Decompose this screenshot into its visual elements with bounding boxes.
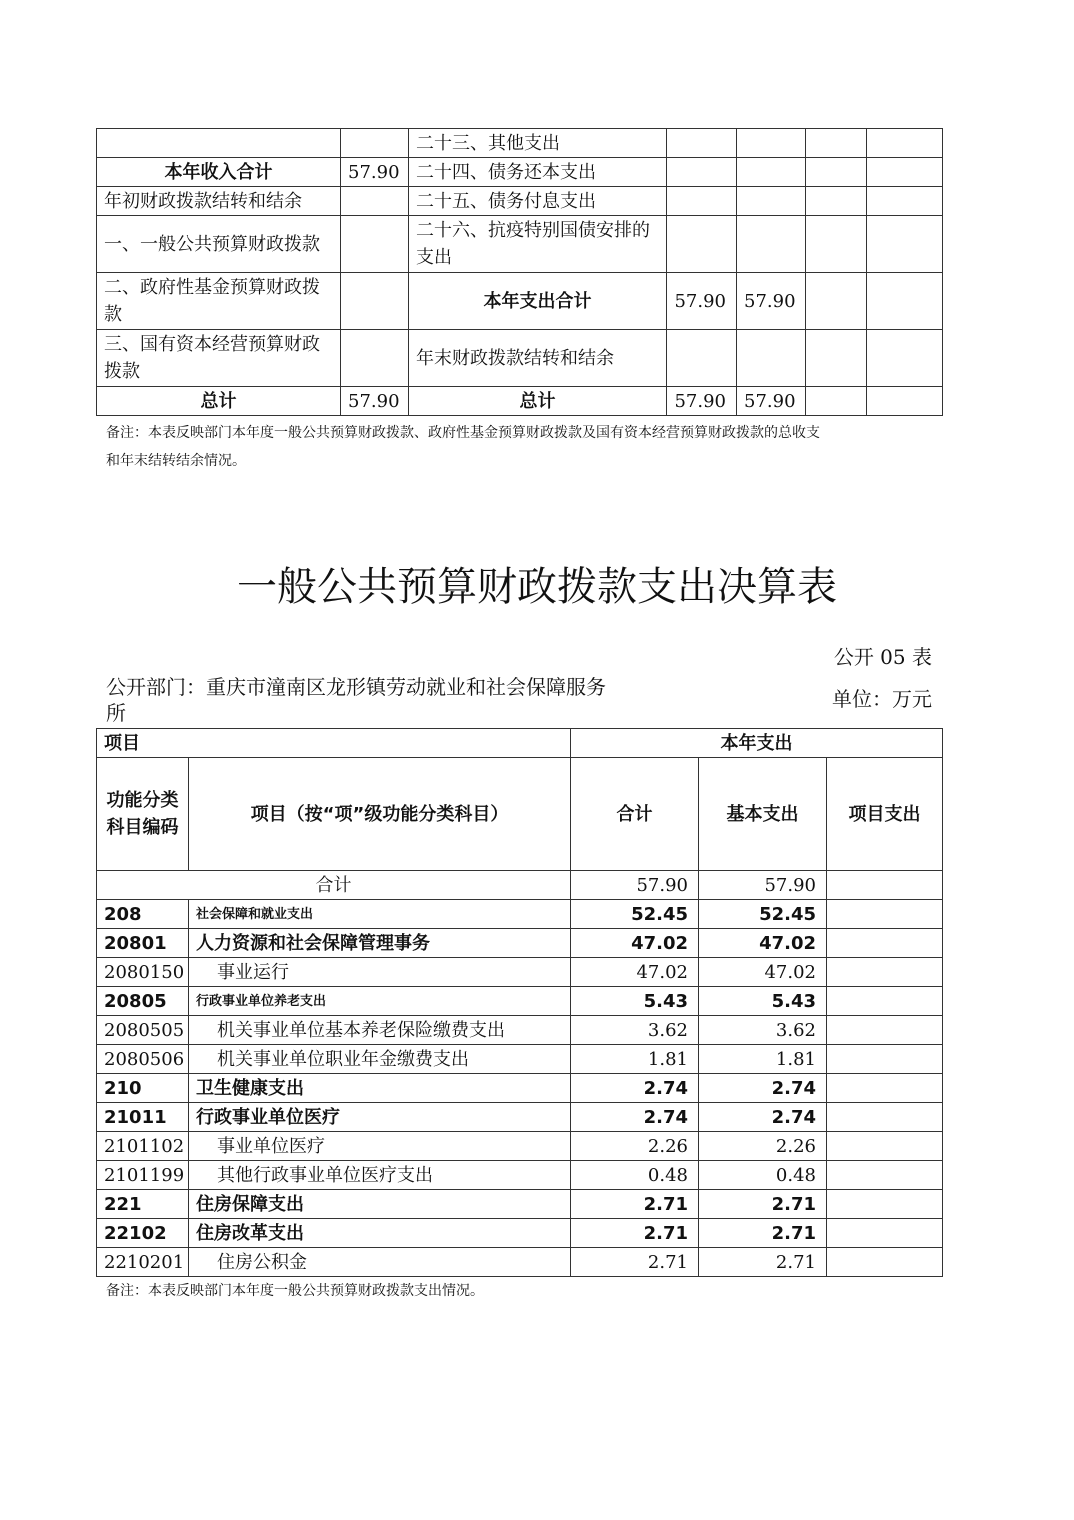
basic-cell: 1.81 xyxy=(699,1045,827,1074)
value-1: 57.90 xyxy=(667,273,737,330)
basic-cell: 2.26 xyxy=(699,1132,827,1161)
table-row xyxy=(97,1045,943,1074)
total-cell: 2.71 xyxy=(571,1190,699,1219)
left-value: 57.90 xyxy=(341,158,409,187)
expenditure-table xyxy=(96,728,943,1277)
code-cell: 21011 xyxy=(97,1103,189,1132)
name-cell: 人力资源和社会保障管理事务 xyxy=(189,929,571,958)
table-row xyxy=(97,216,943,273)
name-cell: 机关事业单位职业年金缴费支出 xyxy=(189,1045,571,1074)
project-value xyxy=(827,871,943,900)
department-line1: 公开部门：重庆市潼南区龙形镇劳动就业和社会保障服务 xyxy=(106,675,606,699)
right-label: 二十六、抗疫特别国债安排的支出 xyxy=(409,216,667,273)
total-cell: 47.02 xyxy=(571,958,699,987)
project-cell xyxy=(827,1219,943,1248)
value-3 xyxy=(806,273,867,330)
name-cell: 事业运行 xyxy=(189,958,571,987)
name-cell: 其他行政事业单位医疗支出 xyxy=(189,1161,571,1190)
basic-cell: 5.43 xyxy=(699,987,827,1016)
total-row xyxy=(97,871,943,900)
table-row xyxy=(97,1016,943,1045)
total-cell: 2.71 xyxy=(571,1248,699,1277)
value-4 xyxy=(867,387,943,416)
project-cell xyxy=(827,1016,943,1045)
value-3 xyxy=(806,387,867,416)
header-basic: 基本支出 xyxy=(699,758,827,871)
header-code: 功能分类科目编码 xyxy=(97,758,189,871)
left-value: 57.90 xyxy=(341,387,409,416)
code-cell: 20805 xyxy=(97,987,189,1016)
value-4 xyxy=(867,187,943,216)
table-row xyxy=(97,387,943,416)
total-cell: 2.71 xyxy=(571,1219,699,1248)
right-label: 二十三、其他支出 xyxy=(409,129,667,158)
code-cell: 2101199 xyxy=(97,1161,189,1190)
total-cell: 2.74 xyxy=(571,1103,699,1132)
code-cell: 2080150 xyxy=(97,958,189,987)
basic-cell: 0.48 xyxy=(699,1161,827,1190)
left-value xyxy=(341,330,409,387)
value-4 xyxy=(867,216,943,273)
project-cell xyxy=(827,1103,943,1132)
value-2: 57.90 xyxy=(737,273,806,330)
value-3 xyxy=(806,158,867,187)
table-row xyxy=(97,1248,943,1277)
basic-cell: 2.71 xyxy=(699,1219,827,1248)
table-row xyxy=(97,958,943,987)
header-total: 合计 xyxy=(571,758,699,871)
income-expenditure-summary-table xyxy=(96,128,943,416)
left-label: 二、政府性基金预算财政拨款 xyxy=(97,273,341,330)
header-item: 项目 xyxy=(97,729,571,758)
value-3 xyxy=(806,216,867,273)
basic-cell: 3.62 xyxy=(699,1016,827,1045)
table-row xyxy=(97,1103,943,1132)
table-row xyxy=(97,1161,943,1190)
table-row xyxy=(97,987,943,1016)
table-row xyxy=(97,1132,943,1161)
basic-cell: 2.71 xyxy=(699,1190,827,1219)
table2-note: 备注：本表反映部门本年度一般公共预算财政拨款支出情况。 xyxy=(106,1283,484,1299)
value-2 xyxy=(737,330,806,387)
value-3 xyxy=(806,330,867,387)
code-cell: 22102 xyxy=(97,1219,189,1248)
value-4 xyxy=(867,129,943,158)
left-label: 三、国有资本经营预算财政拨款 xyxy=(97,330,341,387)
value-1 xyxy=(667,187,737,216)
header-row xyxy=(97,758,943,871)
basic-value: 57.90 xyxy=(699,871,827,900)
unit-label: 单位：万元 xyxy=(832,687,932,711)
name-cell: 机关事业单位基本养老保险缴费支出 xyxy=(189,1016,571,1045)
name-cell: 事业单位医疗 xyxy=(189,1132,571,1161)
left-label xyxy=(97,129,341,158)
right-label: 年末财政拨款结转和结余 xyxy=(409,330,667,387)
left-label: 年初财政拨款结转和结余 xyxy=(97,187,341,216)
value-3 xyxy=(806,129,867,158)
project-cell xyxy=(827,1132,943,1161)
total-label: 合计 xyxy=(97,871,571,900)
basic-cell: 47.02 xyxy=(699,958,827,987)
value-4 xyxy=(867,158,943,187)
code-cell: 2101102 xyxy=(97,1132,189,1161)
table-row xyxy=(97,273,943,330)
project-cell xyxy=(827,958,943,987)
project-cell xyxy=(827,1248,943,1277)
left-value xyxy=(341,216,409,273)
table1-note-line1: 备注：本表反映部门本年度一般公共预算财政拨款、政府性基金预算财政拨款及国有资本经营预算财政拨款的总收支 xyxy=(106,425,820,441)
table-row xyxy=(97,1190,943,1219)
left-value xyxy=(341,187,409,216)
basic-cell: 47.02 xyxy=(699,929,827,958)
code-cell: 2210201 xyxy=(97,1248,189,1277)
left-label: 总计 xyxy=(97,387,341,416)
basic-cell: 2.71 xyxy=(699,1248,827,1277)
header-row xyxy=(97,729,943,758)
header-project: 项目支出 xyxy=(827,758,943,871)
left-label: 一、一般公共预算财政拨款 xyxy=(97,216,341,273)
total-value: 57.90 xyxy=(571,871,699,900)
value-4 xyxy=(867,273,943,330)
header-current-year: 本年支出 xyxy=(571,729,943,758)
table-row xyxy=(97,330,943,387)
table-row xyxy=(97,1074,943,1103)
code-cell: 20801 xyxy=(97,929,189,958)
basic-cell: 52.45 xyxy=(699,900,827,929)
left-value xyxy=(341,129,409,158)
value-1: 57.90 xyxy=(667,387,737,416)
table1-note-line2: 和年末结转结余情况。 xyxy=(106,453,246,469)
project-cell xyxy=(827,1074,943,1103)
value-2 xyxy=(737,129,806,158)
project-cell xyxy=(827,1190,943,1219)
value-1 xyxy=(667,330,737,387)
basic-cell: 2.74 xyxy=(699,1074,827,1103)
value-2 xyxy=(737,187,806,216)
name-cell: 行政事业单位养老支出 xyxy=(189,987,571,1016)
name-cell: 住房公积金 xyxy=(189,1248,571,1277)
total-cell: 3.62 xyxy=(571,1016,699,1045)
table-row xyxy=(97,187,943,216)
header-name: 项目（按“项”级功能分类科目） xyxy=(189,758,571,871)
table-row xyxy=(97,158,943,187)
name-cell: 住房保障支出 xyxy=(189,1190,571,1219)
value-1 xyxy=(667,129,737,158)
code-cell: 221 xyxy=(97,1190,189,1219)
project-cell xyxy=(827,900,943,929)
value-2 xyxy=(737,158,806,187)
right-label: 总计 xyxy=(409,387,667,416)
total-cell: 2.26 xyxy=(571,1132,699,1161)
project-cell xyxy=(827,929,943,958)
name-cell: 住房改革支出 xyxy=(189,1219,571,1248)
page-title: 一般公共预算财政拨款支出决算表 xyxy=(237,564,837,610)
left-label: 本年收入合计 xyxy=(97,158,341,187)
total-cell: 52.45 xyxy=(571,900,699,929)
table-row xyxy=(97,900,943,929)
value-3 xyxy=(806,187,867,216)
table-row xyxy=(97,129,943,158)
total-cell: 5.43 xyxy=(571,987,699,1016)
right-label: 本年支出合计 xyxy=(409,273,667,330)
form-code: 公开 05 表 xyxy=(833,645,932,669)
total-cell: 0.48 xyxy=(571,1161,699,1190)
project-cell xyxy=(827,987,943,1016)
basic-cell: 2.74 xyxy=(699,1103,827,1132)
total-cell: 1.81 xyxy=(571,1045,699,1074)
name-cell: 社会保障和就业支出 xyxy=(189,900,571,929)
total-cell: 2.74 xyxy=(571,1074,699,1103)
value-1 xyxy=(667,158,737,187)
project-cell xyxy=(827,1161,943,1190)
right-label: 二十四、债务还本支出 xyxy=(409,158,667,187)
value-2 xyxy=(737,216,806,273)
name-cell: 行政事业单位医疗 xyxy=(189,1103,571,1132)
right-label: 二十五、债务付息支出 xyxy=(409,187,667,216)
project-cell xyxy=(827,1045,943,1074)
code-cell: 2080506 xyxy=(97,1045,189,1074)
value-4 xyxy=(867,330,943,387)
table-row xyxy=(97,929,943,958)
value-2: 57.90 xyxy=(737,387,806,416)
code-cell: 208 xyxy=(97,900,189,929)
code-cell: 210 xyxy=(97,1074,189,1103)
department-line2: 所 xyxy=(106,701,126,725)
table-row xyxy=(97,1219,943,1248)
value-1 xyxy=(667,216,737,273)
name-cell: 卫生健康支出 xyxy=(189,1074,571,1103)
left-value xyxy=(341,273,409,330)
total-cell: 47.02 xyxy=(571,929,699,958)
code-cell: 2080505 xyxy=(97,1016,189,1045)
